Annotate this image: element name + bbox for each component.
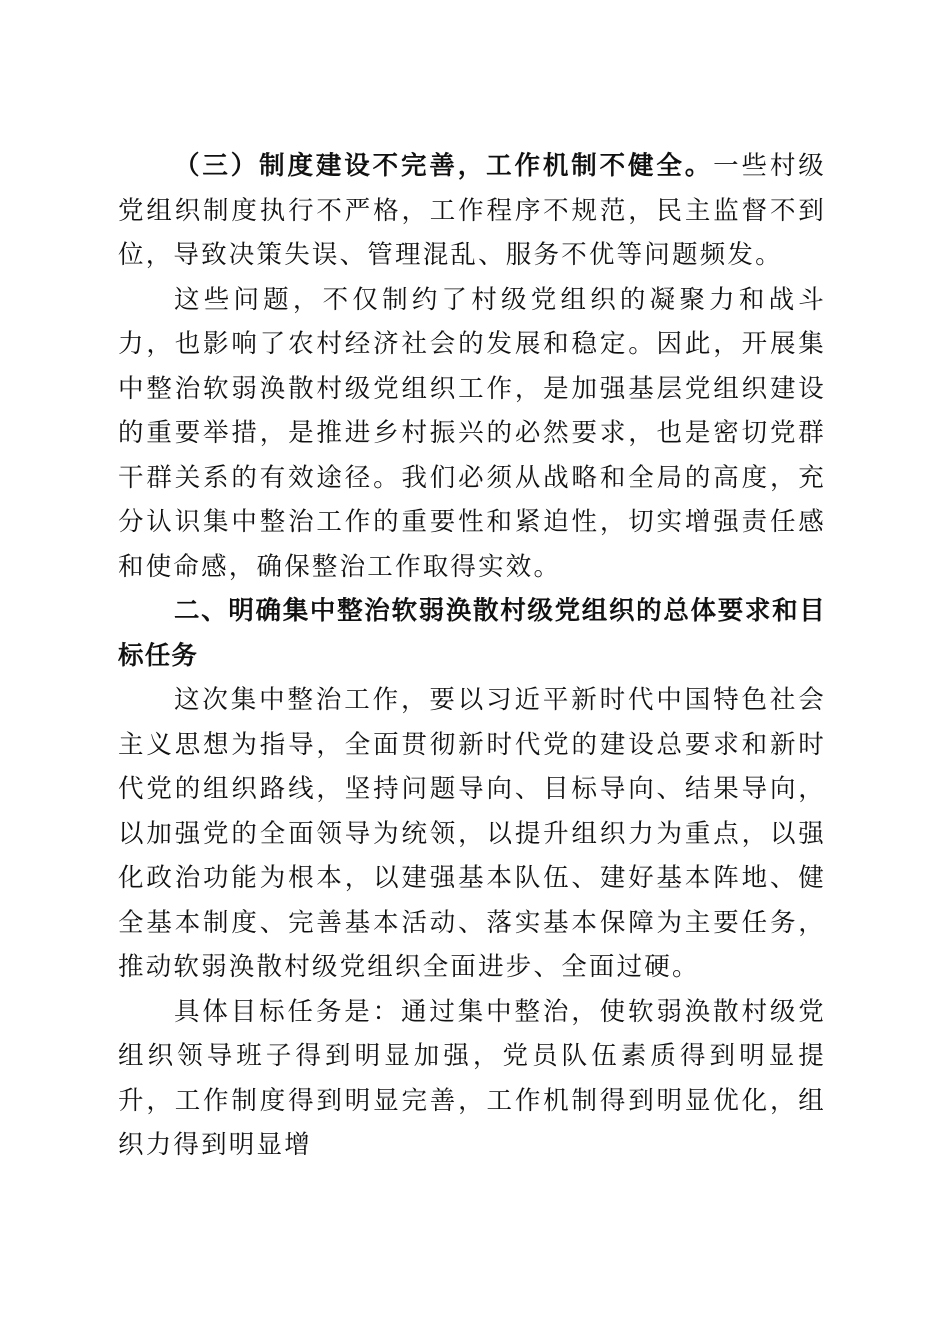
paragraph-text: 具体目标任务是：通过集中整治，使软弱涣散村级党组织领导班子得到明显加强，党员队伍素质得到明显提升，工作制度得到明显完善，工作机制得到明显优化，组织力得到明显增 <box>118 996 826 1160</box>
document-body <box>118 144 826 1168</box>
paragraph-institution-building <box>118 144 826 278</box>
paragraph-text: 这次集中整治工作，要以习近平新时代中国特色社会主义思想为指导，全面贯彻新时代党的建设总要求和新时代党的组织路线，坚持问题导向、目标导向、结果导向，以加强党的全面领导为统领，以提升组织力为重点，以强化政治功能为根本，以建强基本队伍、建好基本阵地、健全基本制度、完善基本活动、落实基本保障为主要任务，推动软弱涣散村级党组织全面进步、全面过硬。 <box>118 685 826 982</box>
paragraph-specific-targets <box>118 990 826 1168</box>
paragraph-text: 一些村级党组织制度执行不严格，工作程序不规范，民主监督不到位，导致决策失误、管理混乱、服务不优等问题频发。 <box>118 151 826 270</box>
paragraph-general-requirements <box>118 678 826 990</box>
section-heading: 二、明确集中整治软弱涣散村级党组织的总体要求和目标任务 <box>118 596 826 671</box>
paragraph-significance <box>118 278 826 590</box>
paragraph-text: 这些问题，不仅制约了村级党组织的凝聚力和战斗力，也影响了农村经济社会的发展和稳定。因此，开展集中整治软弱涣散村级党组织工作，是加强基层党组织建设的重要举措，是推进乡村振兴的必然要求，也是密切党群干群关系的有效途径。我们必须从战略和全局的高度，充分认识集中整治工作的重要性和紧迫性，切实增强责任感和使命感，确保整治工作取得实效。 <box>118 284 826 582</box>
paragraph-lead-bold: （三）制度建设不完善，工作机制不健全。 <box>174 151 714 181</box>
